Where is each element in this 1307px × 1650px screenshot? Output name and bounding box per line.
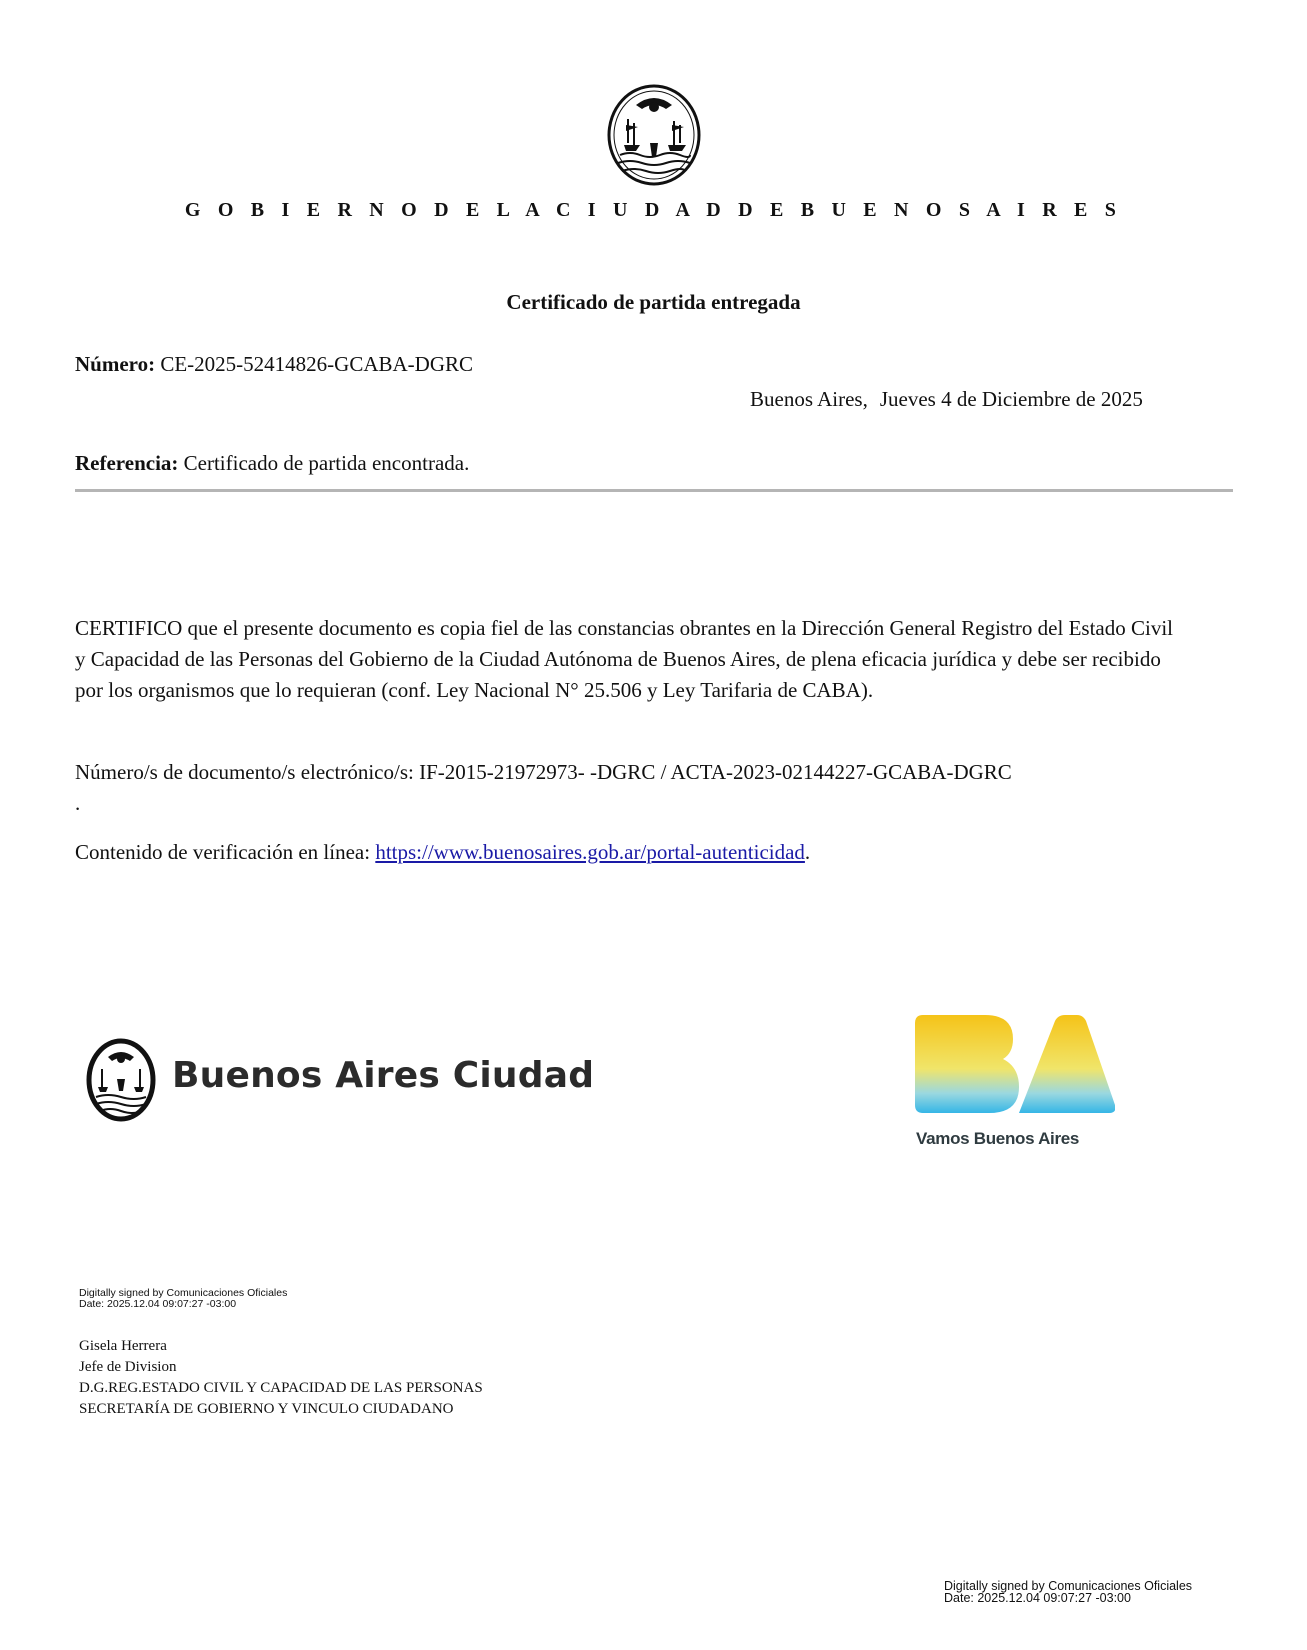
referencia-label: Referencia: bbox=[75, 451, 179, 475]
verification-link[interactable]: https://www.buenosaires.gob.ar/portal-autenticidad bbox=[375, 840, 805, 864]
digital-signature-stamp bbox=[79, 1288, 287, 1310]
signer-name: Gisela Herrera bbox=[79, 1338, 167, 1354]
signer-secretariat: SECRETARÍA DE GOBIERNO Y VINCULO CIUDADANO bbox=[79, 1401, 454, 1417]
footer-signature-line1: Digitally signed by Comunicaciones Oficiales bbox=[944, 1579, 1193, 1593]
ba-ciudad-wordmark: Buenos Aires Ciudad bbox=[172, 1055, 595, 1096]
place: Buenos Aires, bbox=[750, 387, 868, 411]
city-seal-icon bbox=[606, 83, 702, 187]
footer-digital-signature-stamp bbox=[944, 1580, 1192, 1604]
document-title: Certificado de partida entregada bbox=[506, 290, 801, 314]
digital-signature-line2: Date: 2025.12.04 09:07:27 -03:00 bbox=[79, 1298, 237, 1310]
date: Jueves 4 de Diciembre de 2025 bbox=[879, 387, 1143, 411]
ba-brand-logo-icon bbox=[915, 1015, 1115, 1127]
reference bbox=[75, 451, 469, 476]
ba-ciudad-seal-icon bbox=[86, 1037, 176, 1123]
header-divider bbox=[75, 489, 1233, 492]
online-verification bbox=[75, 840, 810, 865]
vamos-buenos-aires-text: Vamos Buenos Aires bbox=[916, 1129, 1080, 1148]
signer-block bbox=[79, 1336, 483, 1420]
document-numbers bbox=[75, 757, 1012, 819]
document-number bbox=[75, 352, 473, 377]
referencia-value: Certificado de partida encontrada. bbox=[183, 451, 470, 475]
document-numbers-tail: . bbox=[75, 791, 81, 815]
verification-tail: . bbox=[804, 840, 811, 864]
government-title: G O B I E R N O D E L A C I U D A D D E B U E N O S A I R E S bbox=[184, 199, 1123, 221]
certification-paragraph: CERTIFICO que el presente documento es copia fiel de las constancias obrantes en la Dirección General Registro del Estado Civil y Capacidad de las Personas del Gobierno de la Ciudad Autónoma de Buenos Aires, de plena eficacia jurídica y debe ser recibido por los organismos que lo requieran (conf. Ley Nacional N° 25.506 y Ley Tarifaria de CABA). bbox=[75, 616, 1173, 702]
verification-label: Contenido de verificación en línea: bbox=[75, 840, 376, 864]
document-numbers-line: Número/s de documento/s electrónico/s: IF-2015-21972973- -DGRC / ACTA-2023-02144227-GCABA-DGRC bbox=[75, 760, 1012, 784]
document-date bbox=[750, 387, 1143, 412]
digital-signature-line1: Digitally signed by Comunicaciones Oficiales bbox=[79, 1287, 288, 1299]
signer-role: Jefe de Division bbox=[79, 1359, 177, 1375]
signer-department: D.G.REG.ESTADO CIVIL Y CAPACIDAD DE LAS PERSONAS bbox=[79, 1380, 483, 1396]
footer-signature-line2: Date: 2025.12.04 09:07:27 -03:00 bbox=[944, 1591, 1131, 1605]
numero-value: CE-2025-52414826-GCABA-DGRC bbox=[160, 352, 474, 376]
numero-label: Número: bbox=[75, 352, 156, 376]
